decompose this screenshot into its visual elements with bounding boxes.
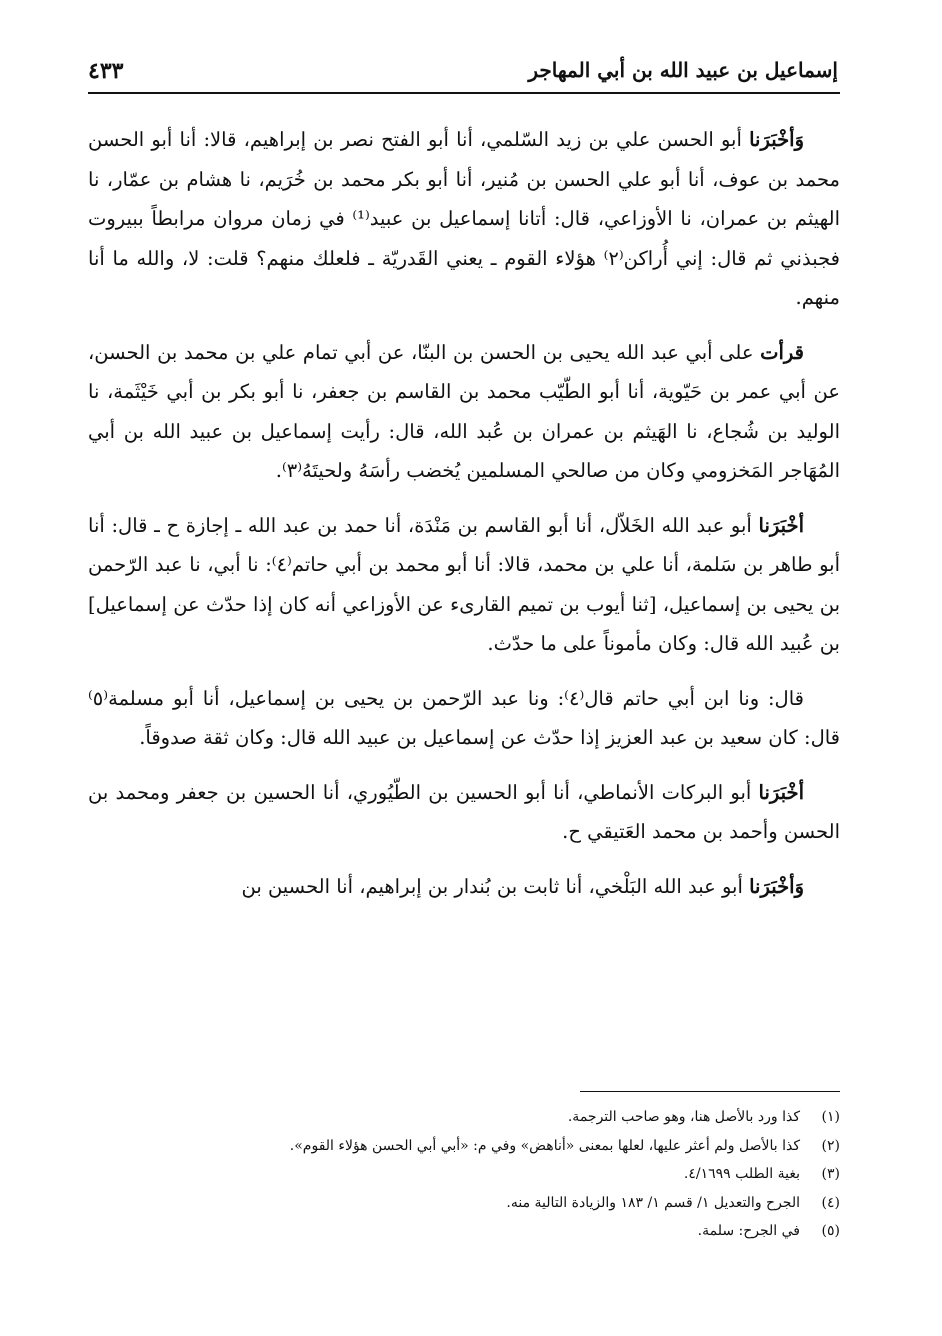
paragraph-text: أبو الحسن علي بن زيد السّلمي، أنا أبو الفتح نصر بن إبراهيم، قالا: أنا أبو الحسن محمد بن عوف، أنا أبو علي الحسن بن مُنير، أنا أبو بكر محمد بن خُرَيم، نا هشام بن عمّار، نا الهيثم بن عمران، نا الأوزاعي، قال: أتانا إسماعيل بن عبيد⁽¹⁾ في زمان مروان مرابطاً ببيروت فجبذني ثم قال: إني أُراكن⁽٢⁾ هؤلاء القوم ـ يعني القَدريّة ـ فلعلك منهم؟ قلت: لا، والله ما أنا منهم.	[88, 128, 840, 309]
footnote-text: كذا بالأصل ولم أعثر عليها، لعلها بمعنى «أناهض» وفي م: «أبي أبي الحسن هؤلاء القوم».	[289, 1137, 800, 1154]
footnote	[180, 1103, 840, 1132]
paragraph-lead: وَأخْبَرَنا	[749, 874, 804, 898]
footnote-text: بغية الطلب ٤/١٦٩٩.	[683, 1166, 800, 1182]
footnote-number: (١)	[821, 1109, 840, 1125]
footnote-rule	[580, 1091, 840, 1092]
footnotes	[180, 1103, 840, 1246]
footnote-text: كذا ورد بالأصل هنا، وهو صاحب الترجمة.	[567, 1109, 800, 1125]
footnote-number: (٤)	[821, 1194, 840, 1211]
paragraph	[88, 867, 840, 907]
paragraph-text: أبو عبد الله البَلْخي، أنا ثابت بن بُندار بن إبراهيم، أنا الحسين بن	[241, 874, 750, 898]
paragraph-lead: وَأخْبَرَنا	[749, 128, 804, 151]
header-title: إسماعيل بن عبيد الله بن أبي المهاجر	[528, 58, 838, 82]
footnote-text: الجرح والتعديل ١/ قسم ١/ ١٨٣ والزيادة التالية منه.	[506, 1194, 800, 1211]
paragraph	[88, 120, 840, 318]
header-rule	[88, 92, 840, 94]
paragraph	[88, 506, 840, 664]
running-header	[88, 56, 838, 96]
paragraph-text: على أبي عبد الله يحيى بن الحسن بن البنّا، عن أبي تمام علي بن محمد بن الحسن، عن أبي عمر بن حَيّوية، أنا أبو الطّيّب محمد بن القاسم بن جعفر، نا أبو بكر بن أبي خَيْثَمة، نا الوليد بن شُجاع، نا الهَيثم بن عمران بن عُبد الله، قال: رأيت إسماعيل بن عبيد الله بن أبي المُهَاجر المَخزومي وكان من صالحي المسلمين يُخضب رأسَهُ ولحيتَهُ⁽٣⁾.	[88, 340, 840, 482]
page-number: ٤٣٣	[88, 58, 124, 84]
paragraph-lead: أخْبَرَنا	[758, 780, 804, 804]
paragraph-text: قال: ونا ابن أبي حاتم قال⁽٤⁾: ونا عبد الرّحمن بن يحيى بن إسماعيل، أنا أبو مسلمة⁽٥⁾ قال: كان سعيد بن عبد العزيز إذا حدّث عن إسماعيل بن عبيد الله قال: وكان ثقة صدوقاً.	[88, 686, 840, 749]
main-text	[88, 120, 840, 921]
paragraph	[88, 679, 840, 758]
footnote	[180, 1160, 840, 1189]
paragraph-lead: قرأت	[760, 340, 804, 364]
paragraph-lead: أخْبَرَنا	[758, 513, 804, 537]
footnote-number: (٥)	[821, 1223, 840, 1239]
paragraph-text: أبو عبد الله الخَلاّل، أنا أبو القاسم بن مَنْدَة، أنا حمد بن عبد الله ـ إجازة ح ـ قال: أنا أبو طاهر بن سَلمة، أنا علي بن محمد، قالا: أنا أبو محمد بن أبي حاتم⁽٤⁾: نا أبي، نا عبد الرّحمن بن يحيى بن إسماعيل، [ثنا أيوب بن تميم القارىء عن الأوزاعي أنه كان إذا حدّث عن إسماعيل] بن عُبيد الله قال: وكان مأموناً على ما حدّث.	[88, 513, 840, 655]
footnote	[180, 1132, 840, 1161]
footnote-text: في الجرح: سلمة.	[697, 1223, 800, 1239]
footnote	[180, 1217, 840, 1246]
footnote	[180, 1189, 840, 1218]
footnote-number: (٢)	[821, 1137, 840, 1154]
paragraph	[88, 773, 840, 852]
paragraph	[88, 333, 840, 491]
paragraph-text: أبو البركات الأنماطي، أنا أبو الحسين بن الطّيُوري، أنا الحسين بن جعفر ومحمد بن الحسن وأحمد بن محمد العَتيقي ح.	[88, 780, 840, 843]
footnote-number: (٣)	[821, 1166, 840, 1182]
